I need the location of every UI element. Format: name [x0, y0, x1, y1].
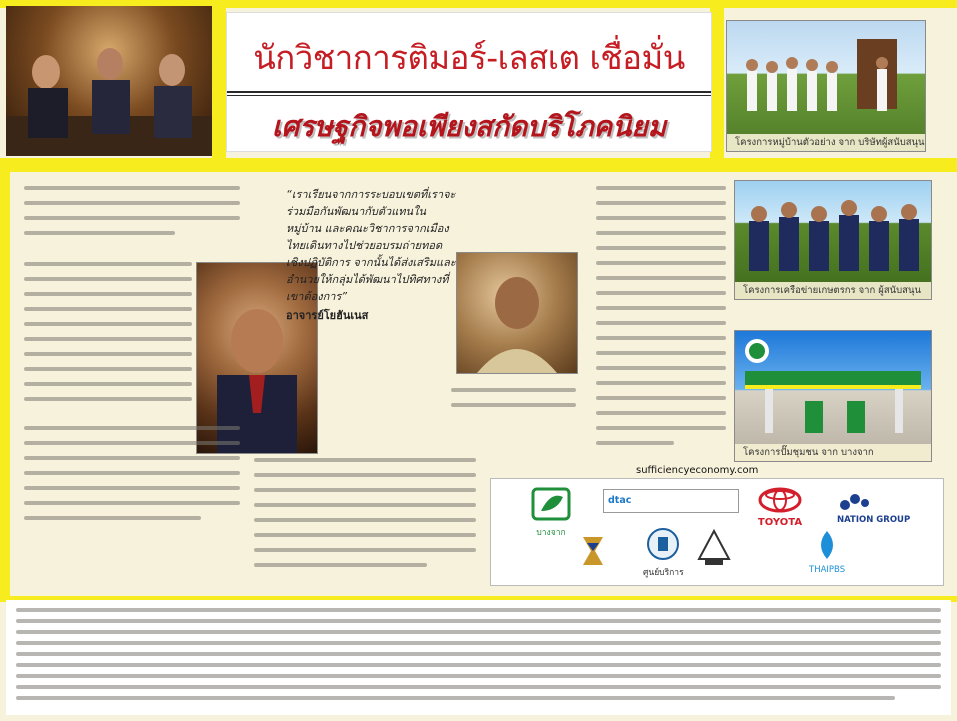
pull-quote-author: อาจารย์โยฮันเนส	[286, 309, 369, 322]
toyota-emblem-icon	[757, 487, 803, 513]
toyota-label: TOYOTA	[757, 517, 803, 528]
dtac-logo	[603, 489, 739, 513]
ribbon-logo	[579, 533, 607, 573]
yellow-frame-divider	[212, 0, 226, 158]
yellow-frame-divider-right	[710, 0, 724, 158]
toyota-logo	[757, 487, 803, 528]
article-column-2-b	[254, 458, 476, 578]
author-photo	[456, 252, 578, 374]
photo-caption-1: โครงการหมู่บ้านตัวอย่าง จาก บริษัทผู้สนับสนุน	[727, 134, 925, 151]
finance-logo	[643, 527, 684, 579]
nation-dots-icon	[837, 491, 871, 511]
article-column-1-b	[24, 262, 192, 412]
village-group-photo	[726, 20, 926, 152]
bangchak-logo	[531, 487, 571, 539]
photo-caption-3: โครงการปั๊มชุมชน จาก บางจาก	[735, 444, 931, 461]
headline-line-2: เศรษฐกิจพอเพียงสกัดบริโภคนิยม	[271, 110, 667, 143]
author-illustration	[457, 253, 577, 373]
finance-emblem-icon	[646, 527, 680, 561]
station-illustration	[735, 331, 931, 444]
pull-quote	[286, 186, 458, 324]
ribbon-icon	[579, 533, 607, 569]
credits-lines	[16, 608, 941, 707]
article-url[interactable]: sufficiencyeconomy.com	[636, 465, 759, 476]
headline-line-1: นักวิชาการติมอร์-เลสเต เชื่อมั่น	[253, 38, 685, 77]
photo-caption-2: โครงการเครือข่ายเกษตรกร จาก ผู้สนับสนุน	[735, 282, 931, 299]
article-column-1	[24, 186, 240, 246]
bangchak-leaf-icon	[531, 487, 571, 521]
nation-label: NATION GROUP	[837, 515, 911, 525]
farmers-photo	[734, 180, 932, 300]
finance-label: ศูนย์บริการ	[643, 568, 684, 578]
interview-photo	[6, 6, 212, 156]
sponsor-logo-panel	[490, 478, 944, 586]
farmers-illustration	[735, 181, 931, 282]
bangchak-label: บางจาก	[536, 528, 566, 538]
article-column-2	[326, 388, 576, 418]
group-illustration	[727, 21, 925, 134]
headline-box	[226, 12, 712, 152]
yellow-frame-mid	[0, 158, 957, 172]
headline-rule-thin	[227, 95, 711, 96]
credits-strip	[6, 600, 951, 715]
thaipbs-label: THAIPBS	[809, 565, 846, 575]
gas-station-photo	[734, 330, 932, 462]
dtac-label: dtac	[608, 495, 632, 506]
yellow-frame-left	[0, 158, 10, 596]
interview-illustration	[6, 6, 212, 156]
article-column-3	[596, 186, 726, 456]
thaipbs-logo	[809, 529, 845, 575]
crest-icon	[695, 529, 733, 569]
nation-logo	[837, 491, 910, 525]
crest-logo	[695, 529, 733, 573]
thaipbs-drop-icon	[811, 529, 843, 561]
pull-quote-text: “เราเรียนจากการระบอบเขตที่เราจะร่วมมือกันพัฒนากับตัวแทนในหมู่บ้าน และคณะวิชาการจากเมืองไทยเดินทางไปช่วยอบรมถ่ายทอดเชิงปฏิบัติการ จากนั้นได้ส่งเสริมและอำนวยให้กลุ่มได้พัฒนาไปทิศทางที่เขาต้องการ”	[286, 188, 456, 303]
article-column-1-c	[24, 426, 240, 531]
headline-rule	[227, 91, 711, 93]
